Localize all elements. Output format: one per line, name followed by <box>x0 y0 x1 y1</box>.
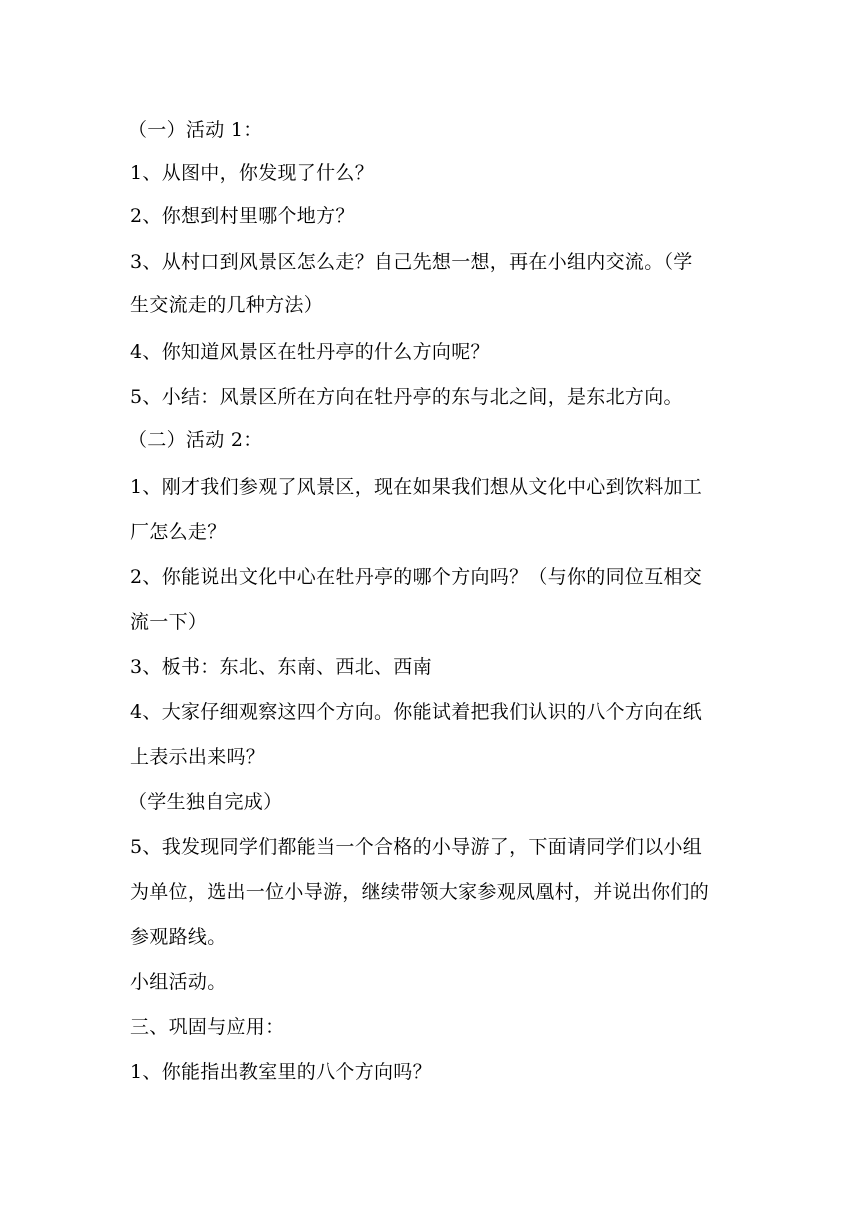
activity-1-item-4: 4、你知道风景区在牡丹亭的什么方向呢？ <box>130 341 490 363</box>
activity-2-item-3: 3、板书：东北、东南、西北、西南 <box>130 656 432 678</box>
activity-2-item-1: 1、刚才我们参观了风景区，现在如果我们想从文化中心到饮料加工 <box>130 476 703 498</box>
activity-1-item-3-cont: 生交流走的几种方法） <box>130 294 324 316</box>
activity-1-item-3: 3、从村口到风景区怎么走？自己先想一想，再在小组内交流。（学 <box>130 251 693 273</box>
activity-2-item-4-cont: 上表示出来吗？ <box>130 746 266 768</box>
activity-2-note: （学生独自完成） <box>128 791 283 813</box>
section-heading-activity-1: （一）活动 1： <box>128 119 263 141</box>
activity-1-item-1: 1、从图中，你发现了什么？ <box>130 162 374 184</box>
activity-1-item-5: 5、小结：风景区所在方向在牡丹亭的东与北之间，是东北方向。 <box>130 386 683 408</box>
activity-2-item-2-cont: 流一下） <box>130 611 208 633</box>
activity-1-item-2: 2、你想到村里哪个地方？ <box>130 205 355 227</box>
activity-2-item-5-cont: 为单位，选出一位小导游，继续带领大家参观凤凰村，并说出你们的 <box>130 881 710 903</box>
consolidation-item-1: 1、你能指出教室里的八个方向吗？ <box>130 1061 432 1083</box>
section-heading-activity-2: （二）活动 2： <box>128 429 263 451</box>
activity-2-item-1-cont: 厂怎么走？ <box>130 521 227 543</box>
section-heading-consolidation: 三、巩固与应用： <box>130 1016 285 1038</box>
activity-2-item-5-cont-2: 参观路线。 <box>130 926 227 948</box>
activity-2-item-2: 2、你能说出文化中心在牡丹亭的哪个方向吗？（与你的同位互相交 <box>130 566 703 588</box>
group-activity-note: 小组活动。 <box>130 971 227 993</box>
activity-2-item-5: 5、我发现同学们都能当一个合格的小导游了，下面请同学们以小组 <box>130 836 703 858</box>
activity-2-item-4: 4、大家仔细观察这四个方向。你能试着把我们认识的八个方向在纸 <box>130 701 703 723</box>
